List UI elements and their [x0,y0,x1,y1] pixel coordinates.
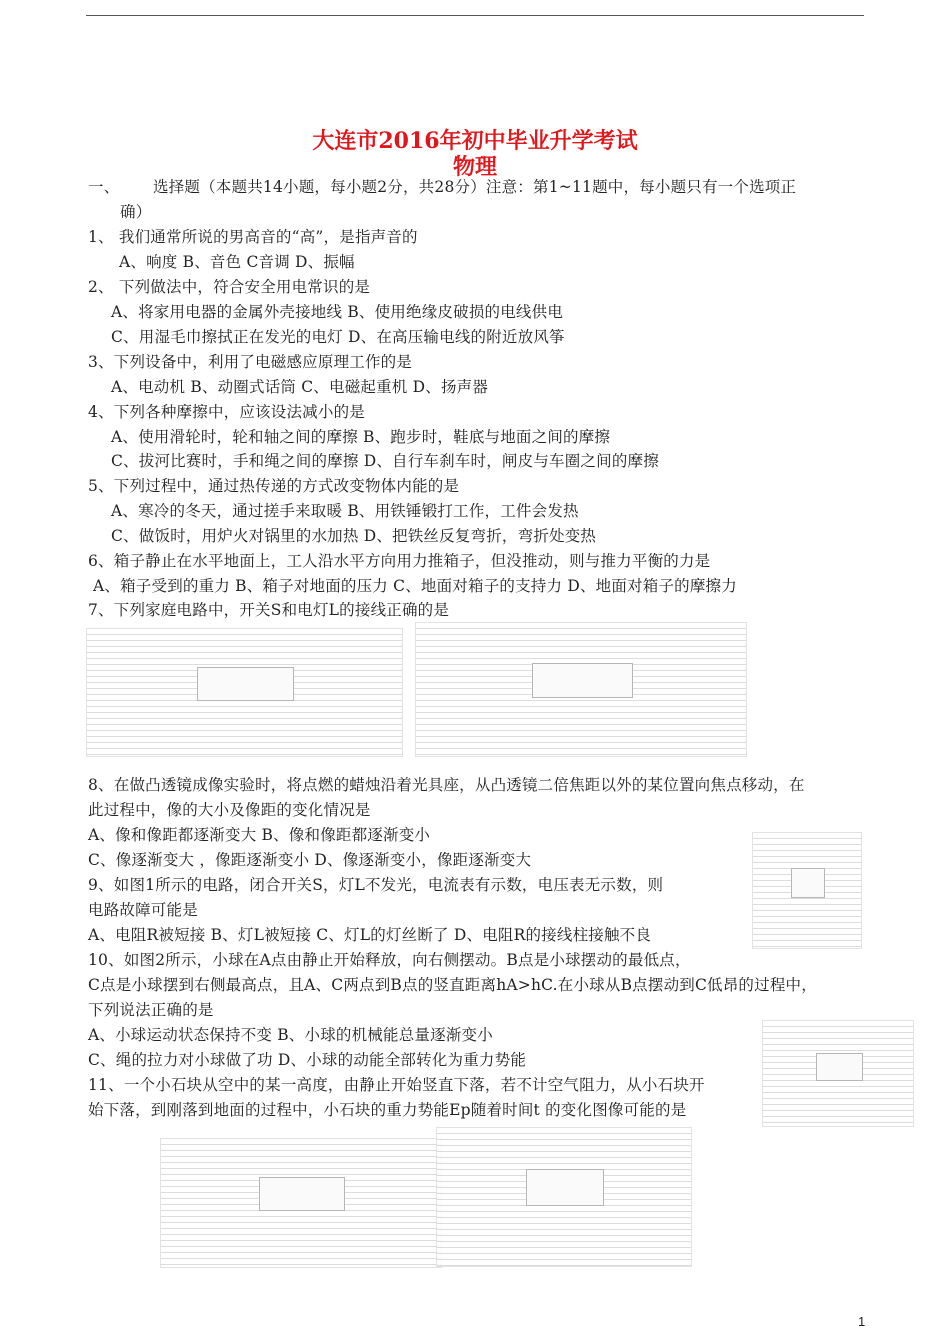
page-number: 1 [858,1314,866,1329]
exam-title: 大连市2016年初中毕业升学考试 [312,128,638,154]
question-2-options-ab: A、将家用电器的金属外壳接地线 B、使用绝缘皮破损的电线供电 [111,303,564,321]
question-5-options-ab: A、寒冷的冬天，通过搓手来取暖 B、用铁锤锻打工作，工件会发热 [111,502,579,520]
section-heading-cont: 确） [120,203,152,221]
question-9: 9、如图1所示的电路，闭合开关S，灯L不发光，电流表有示数，电压表无示数，则 [88,876,664,894]
question-2: 2、 下列做法中，符合安全用电常识的是 [88,278,371,296]
question-11-cont: 始下落，到刚落到地面的过程中，小石块的重力势能Ep随着时间t 的变化图像可能的是 [88,1101,687,1119]
question-5-options-cd: C、做饭时，用炉火对锅里的水加热 D、把铁丝反复弯折，弯折处变热 [111,527,597,545]
question-6-options: A、箱子受到的重力 B、箱子对地面的压力 C、地面对箱子的支持力 D、地面对箱子的摩擦力 [93,577,737,595]
question-11: 11、一个小石块从空中的某一高度，由静止开始竖直下落，若不计空气阻力，从小石块开 [88,1076,705,1094]
question-8: 8、在做凸透镜成像实验时，将点燃的蜡烛沿着光具座，从凸透镜二倍焦距以外的某位置向焦点移动，在 [88,776,805,794]
question-7: 7、下列家庭电路中，开关S和电灯L的接线正确的是 [88,601,450,619]
question-5: 5、下列过程中，通过热传递的方式改变物体内能的是 [88,477,460,495]
question-10-cont2: 下列说法正确的是 [88,1001,214,1019]
section-number: 一、 [88,178,120,196]
question-3-options: A、电动机 B、动圈式话筒 C、电磁起重机 D、扬声器 [111,378,489,396]
question-8-options-ab: A、像和像距都逐渐变大 B、像和像距都逐渐变小 [88,826,431,844]
question-10: 10、如图2所示，小球在A点由静止开始释放，向右侧摆动。B点是小球摆动的最低点， [88,951,691,969]
question-8-cont: 此过程中，像的大小及像距的变化情况是 [88,801,371,819]
question-4-options-ab: A、使用滑轮时，轮和轴之间的摩擦 B、跑步时，鞋底与地面之间的摩擦 [111,428,611,446]
scanned-figure-image [762,1020,914,1127]
scanned-figure-image [160,1138,442,1268]
scanned-figure-image [436,1127,692,1267]
scanned-figure-image [86,628,403,757]
subject-title: 物理 [452,154,497,180]
question-4: 4、下列各种摩擦中，应该设法减小的是 [88,403,365,421]
question-10-cont: C点是小球摆到右侧最高点，且A、C两点到B点的竖直距离hA>hC.在小球从B点摆动到C低昂的过程中， [88,976,817,994]
question-1-options: A、响度 B、音色 C音调 D、振幅 [119,253,355,271]
question-2-options-cd: C、用湿毛巾擦拭正在发光的电灯 D、在高压输电线的附近放风筝 [111,328,565,346]
question-1: 1、 我们通常所说的男高音的“高”，是指声音的 [88,228,418,246]
question-9-options: A、电阻R被短接 B、灯L被短接 C、灯L的灯丝断了 D、电阻R的接线柱接触不良 [88,926,652,944]
section-heading: 选择题（本题共14小题，每小题2分，共28分）注意：第1~11题中，每小题只有一个选项正 [153,178,797,196]
question-6: 6、箱子静止在水平地面上，工人沿水平方向用力推箱子，但没推动，则与推力平衡的力是 [88,552,711,570]
question-10-options-cd: C、绳的拉力对小球做了功 D、小球的动能全部转化为重力势能 [88,1051,527,1069]
question-3: 3、下列设备中，利用了电磁感应原理工作的是 [88,353,413,371]
question-8-options-cd: C、像逐渐变大 ，像距逐渐变小 D、像逐渐变小，像距逐渐变大 [88,851,532,869]
question-4-options-cd: C、拔河比赛时，手和绳之间的摩擦 D、自行车刹车时，闸皮与车圈之间的摩擦 [111,452,659,470]
question-10-options-ab: A、小球运动状态保持不变 B、小球的机械能总量逐渐变小 [88,1026,493,1044]
scanned-figure-image [415,622,747,757]
scanned-figure-image [752,832,862,949]
header-rule [86,15,864,16]
question-9-cont: 电路故障可能是 [88,901,198,919]
